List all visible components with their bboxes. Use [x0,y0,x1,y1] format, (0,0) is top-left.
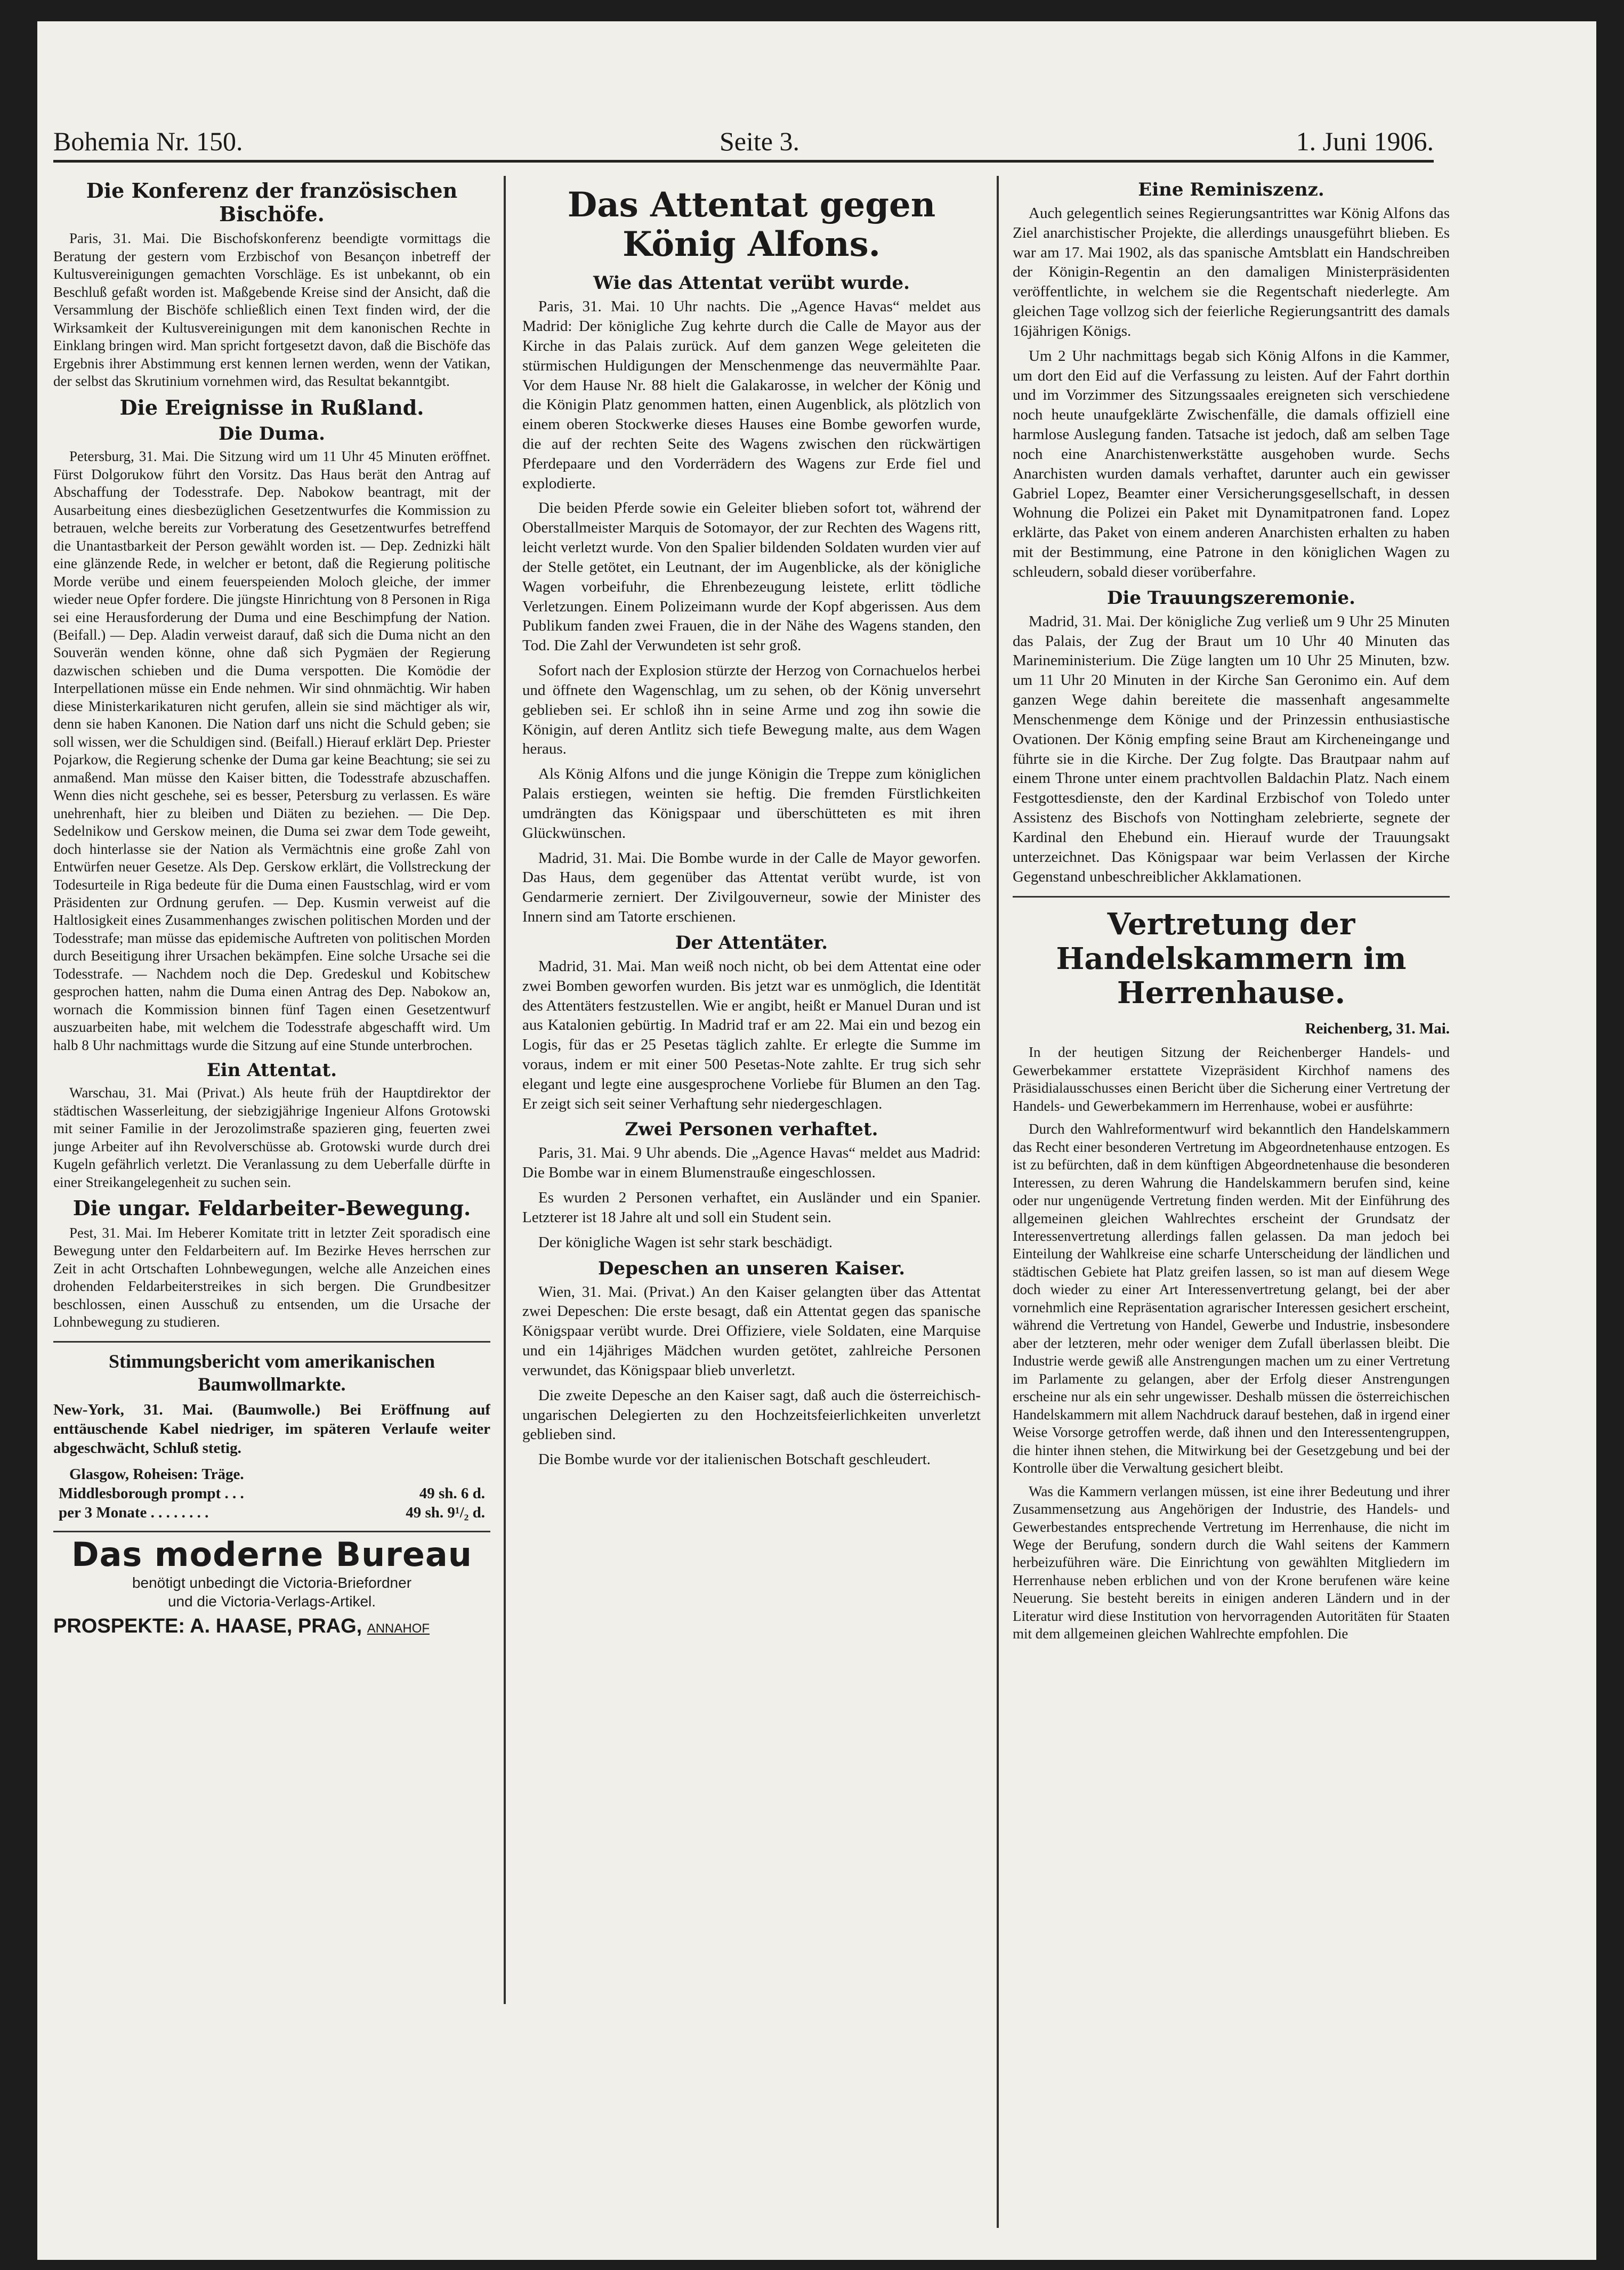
divider [1013,896,1450,898]
glasgow-line: Glasgow, Roheisen: Träge. [69,1465,244,1483]
newspaper-page [37,21,1596,2260]
subheadline-reminiszenz: Eine Reminiszenz. [1138,179,1324,200]
article-paragraph: Wien, 31. Mai. (Privat.) An den Kaiser gelangten über das Attentat zwei Depeschen: Die erste besagt, daß ein Attentat gegen das spanische Königspaar verübt wurde. Drei Offiziere, viele Soldaten, eine Marquise und ein 14jähriges Mädchen wurden getötet, zahlreiche Personen verwundet, das Königspaar blieb unverletzt. [522,1283,981,1379]
ad-contact [53,1615,490,1638]
headline-ungar-bewegung: Die ungar. Feldarbeiter-Bewegung. [72,1196,471,1221]
article-paragraph: Um 2 Uhr nachmittags begab sich König Alfons in die Kammer, um dort den Eid auf die Verfassung zu leisten. Auf der Fahrt dorthin und im Vorzimmer des Sitzungssaales ereigneten sich verschiedene noch heute unaufgeklärte Zwischenfälle, die damals offiziell eine harmlose Auslegung fanden. Tatsache ist jedoch, daß am selben Tage noch eine Anarchistenwerkstätte ausgehoben wurde. Sechs Anarchisten wurden damals verhaftet, darunter auch ein gewisser Gabriel Lopez, Beamter einer Versicherungsgesellschaft, in dessen Wohnung die Polizei ein Paket mit Dynamitpatronen fand. Lopez erklärte, das Paket von einem anderen Anarchisten erhalten zu haben mit der Bestimmung, eine Patrone in den königlichen Wagen zu schleudern, sobald dieser vorüberfahre. [1013,347,1450,580]
subheadline-duma: Die Duma. [219,423,325,445]
ad-text: und die Victoria-Verlags-Artikel. [167,1593,376,1610]
headline-handelskammern: Vertretung der Handelskammern im Herrenhause. [1056,907,1407,1011]
subheadline-verhaftet: Zwei Personen verhaftet. [625,1119,878,1141]
masthead-page-number: Seite 3. [720,126,799,156]
article-paragraph: Sofort nach der Explosion stürzte der Herzog von Cornachuelos herbei und öffnete den Wagenschlag, um zu sehen, ob der König unversehrt geblieben sei. Er schloß ihn in seine Arme und zog ihn sowie die Königin, auf deren Antlitz sich tiefe Bewegung malte, aus dem Wagen heraus. [522,662,981,758]
article-paragraph: Madrid, 31. Mai. Die Bombe wurde in der Calle de Mayor geworfen. Das Haus, dem gegenüber das Attentat verübt wurde, ist von Gendarmerie zerniert. Der Zivilgouverneur, sowie der Minister des Innern sind am Tatorte erschienen. [522,849,981,926]
ad-annahof: ANNAHOF [367,1621,430,1636]
article-paragraph: Als König Alfons und die junge Königin die Treppe zum königlichen Palais erstiegen, weinten sie heftig. Die fremden Fürstlichkeiten umdrängten das Königspaar und überschütteten es mit ihren Glückwünschen. [522,765,981,842]
price-label: per 3 Monate . . . . . . . . [59,1504,209,1522]
subheadline-trauung: Die Trauungszeremonie. [1107,587,1355,609]
headline-russland: Die Ereignisse in Rußland. [119,395,424,419]
headline-attentat-alfons: Das Attentat gegen König Alfons. [567,185,936,264]
price-row [53,1503,490,1522]
article-paragraph: Was die Kammern verlangen müssen, ist eine ihrer Bedeutung und ihrer Zusammensetzung aus Angehörigen der Industrie, des Handels- und Gewerbestandes entsprechende Vertretung im Herrenhause, die nicht im Wege der Berufung, sondern durch die Wahl seitens der Kammern herbeizuführen wäre. Die Einrichtung von gewählten Mitgliedern im Herrenhause neben erblichen und von der Krone berufenen wäre keine Neuerung. Sie besteht bereits in einigen anderen Ländern und in der Literatur wird diese Institution von hervorragenden Autoritäten für Staaten mit dem allgemeinen gleichen Wahlrechte empfohlen. Die [1013,1483,1450,1642]
article-paragraph: Paris, 31. Mai. 9 Uhr abends. Die „Agence Havas“ meldet aus Madrid: Die Bombe war in einem Blumenstrauße eingeschlossen. [522,1144,981,1182]
subheadline-attentat: Ein Attentat. [206,1060,337,1081]
article-attentat: Warschau, 31. Mai (Privat.) Als heute früh der Hauptdirektor der städtischen Wasserleitung, der siebzigjährige Ingenieur Alfons Grotowski mit seiner Familie in der Jerozolimstraße spazieren ging, feuerten zwei junge Arbeiter auf ihn Revolverschüsse ab. Grotowski wurde durch drei Kugeln gefährlich verletzt. Die Veranlassung zu dem Ueberfalle dürfte in einer Streikangelegenheit zu suchen sein. [53,1085,490,1190]
ad-prospekte: PROSPEKTE: A. HAASE, PRAG, [53,1614,362,1637]
article-paragraph: Die zweite Depesche an den Kaiser sagt, daß auch die österreichisch-ungarischen Delegierten zu den Hochzeitsfeierlichkeiten unverletzt geblieben sind. [522,1386,981,1443]
article-paragraph: Durch den Wahlreformentwurf wird bekanntlich den Handelskammern das Recht einer besonderen Vertretung im Abgeordnetenhause entzogen. Es ist zu befürchten, daß in dem künftigen Abgeordnetenhause die besonderen Interessen, zu deren Wahrung die Handelskammern berufen sind, keine oder nur ungenügende Vertretung finden werden. Mit der Einführung des allgemeinen gleichen Wahlrechtes erscheint der Grundsatz der Interessenvertretung allerdings fallen gelassen. Da man jedoch bei Einteilung der Wahlkreise eine scharfe Unterscheidung der ländlichen und städtischen Gebiete hat Platz greifen lassen, so ist man auf diesem Wege doch wieder zu einer Art Interessenvertretung gelangt, bei der aber vornehmlich eine Repräsentation agrarischer Interessen gesichert erscheint, während die Vertretung von Handel, Gewerbe und Industrie, insbesondere aber der letzteren, mehr oder weniger dem Zufall überlassen bleibt. Die Industrie werde gewiß alle Anstrengungen machen um zu einer Vertretung im Parlamente zu gelangen, aber der Erfolg dieser Anstrengungen erscheine nur als ein sehr ungewisser. Deshalb müssen die österreichischen Handelskammern mit allem Nachdruck darauf bestehen, daß in irgend einer Weise Vorsorge getroffen werde, daß ihnen und den Interessentengruppen, die hinter ihnen stehen, die Mitwirkung bei der Gesetzgebung und bei der Kontrolle über die Verwaltung gesichert bleibt. [1013,1121,1450,1476]
price-value: 49 sh. 6 d. [419,1484,485,1502]
masthead-date: 1. Juni 1906. [1296,126,1434,156]
masthead [53,123,1434,163]
article-paragraph: Madrid, 31. Mai. Man weiß noch nicht, ob bei dem Attentat eine oder zwei Bomben geworfen wurden. Bis jetzt war es unmöglich, die Identität des Attentäters festzustellen. Wie er angibt, heißt er Manuel Duran und ist aus Katalonien gebürtig. In Madrid traf er am 22. Mai ein und bezog ein Logis, für das er 25 Pesetas täglich zahlte. Er erlegte die Summe im voraus, indem er mit einer 500 Pesetas-Note zahlte. Er trug sich sehr elegant und legte eine ausgesprochene Vorliebe für Blumen an den Tag. Er zeigt sich seit seiner Verhaftung sehr niedergeschlagen. [522,957,981,1112]
article-paragraph: Die beiden Pferde sowie ein Geleiter blieben sofort tot, während der Oberstallmeister Marquis de Sotomayor, der zur Rechten des Wagens ritt, leicht verletzt wurde. Von den Spalier bildenden Soldaten wurden vier auf der Stelle getötet, ein Leutnant, der im Augenblicke, als der königliche Wagen vorbeifuhr, die Ehrenbezeugung leistete, erlitt tödliche Verletzungen. Einem Polizeimann wurde der Kopf abgerissen. Aus dem Publikum fanden zwei Frauen, die in der Nähe des Wagens standen, den Tod. Die Zahl der Verwundeten ist sehr groß. [522,499,981,655]
masthead-issue: Bohemia Nr. 150. [53,126,243,156]
article-paragraph: In der heutigen Sitzung der Reichenberger Handels- und Gewerbekammer erstattete Vizepräsident Kirchhof namens des Präsidialausschusses einen Bericht über die Sicherung einer Vertretung der Handels- und Gewerbekammern im Herrenhause, wobei er ausführte: [1013,1044,1450,1114]
price-row [53,1484,490,1503]
article-paragraph: Der königliche Wagen ist sehr stark beschädigt. [538,1233,833,1251]
article-konferenz: Paris, 31. Mai. Die Bischofskonferenz beendigte vormittags die Beratung der gestern vom Erzbischof von Besançon inbetreff der Kultusvereinigungen gemachten Vorschläge. Es ist unbekannt, ob ein Beschluß gefaßt worden ist. Maßgebende Kreise sind der Ansicht, daß die Versammlung der Bischöfe schließlich einen Text finden wird, der die Wirksamkeit der Kultusvereinigungen mit dem kanonischen Rechte in Einklang bringen wird. Man spricht fortgesetzt davon, daß die Bischöfe das Ergebnis ihrer Abstimmung erst kennen lernen werden, wenn der Vatikan, der selbst das Skrutinium vornehmen wird, das Resultat bekanntgibt. [53,230,490,390]
article-paragraph: Es wurden 2 Personen verhaftet, ein Ausländer und ein Spanier. Letzterer ist 18 Jahre alt und soll ein Student sein. [522,1189,981,1226]
ad-title: Das moderne Bureau [71,1535,472,1574]
subheadline-depeschen: Depeschen an unseren Kaiser. [597,1257,906,1279]
subheadline-wie: Wie das Attentat verübt wurde. [593,272,910,294]
article-paragraph: Madrid, 31. Mai. Der königliche Zug verließ um 9 Uhr 25 Minuten das Palais, der Zug der Braut um 10 Uhr 40 Minuten das Marineministerium. Die Züge langten um 10 Uhr 25 Minuten, bzw. um 11 Uhr 20 Minuten in der Kirche San Geronimo ein. Auf dem ganzen Wege dahin bereitete die massenhaft angesammelte Menschenmenge dem Könige und der Prinzessin enthusiastische Ovationen. Der König empfing seine Braut am Kircheneingange und führte sie in die Kirche. Der Zug folgte. Das Brautpaar nahm auf einem Throne unter einem prachtvollen Baldachin Platz. Nach einem Festgottesdienste, den der Kardinal Erzbischof von Toledo unter Assistenz des Bischofs von Nottingham zelebrierte, segnete der Kardinal den Ehebund ein. Hierauf wurde der Trauungsakt unterzeichnet. Das Königspaar war beim Verlassen der Kirche Gegenstand unbeschreiblicher Akklamationen. [1013,612,1450,885]
dateline: Reichenberg, 31. Mai. [1305,1020,1450,1037]
subheadline-attentaeter: Der Attentäter. [675,932,828,954]
article-duma: Petersburg, 31. Mai. Die Sitzung wird um 11 Uhr 45 Minuten eröffnet. Fürst Dolgorukow führt den Vorsitz. Das Haus berät den Antrag auf Abschaffung der Todesstrafe. Dep. Nabokow beantragt, mit der Ausarbeitung eines diesbezüglichen Gesetzentwurfes die Kommission zu betrauen, welche bereits zur Vorberatung des Gesetzentwurfes betreffend die Unantastbarkeit der Person gewählt worden ist. — Dep. Zednizki hält eine glänzende Rede, in welcher er betont, daß die Regierung politische Morde verübe und einem feuerspeienden Moloch gleiche, der immer wieder neue Opfer fordere. Die jüngste Hinrichtung von 8 Personen in Riga sei eine Herausforderung der Duma und eine Beschimpfung der Nation. (Beifall.) — Dep. Aladin verweist darauf, daß sich die Duma nicht an den Souverän wenden könne, ohne daß sich Pygmäen der Regierung dazwischen schieben und die Duma verspotten. Die Komödie der Interpellationen müsse ein Ende nehmen. Wir sind ohnmächtig. Wir haben diese Ministerkarikaturen nicht gerufen, allein sie sind mächtiger als wir, denn sie haben Kanonen. Die Nation darf uns nicht die Schuld geben; sie soll wissen, wer die Schuldigen sind. (Beifall.) Hierauf erklärt Dep. Priester Pojarkow, die Regierung schenke der Duma gar keine Beachtung; sie sei zu anmaßend. Man müsse den Kaiser bitten, die Todesstrafe abzuschaffen. Wenn dies nicht geschehe, sei es besser, Petersburg zu verlassen. Es wäre unehrenhaft, hier zu bleiben und Diäten zu beziehen. — Die Dep. Sedelnikow und Gerskow meinen, die Duma sei zwar dem Tode geweiht, doch hinterlasse sie der Nation als Vermächtnis eine große Zahl von Entwürfen neuer Gesetze. Als Dep. Gerskow erklärt, die Vollstreckung der Todesurteile in Riga bedeute für die Duma einen Faustschlag, wird er vom Präsidenten zur Ordnung gerufen. — Dep. Kusmin verweist auf die Haltlosigkeit eines Zusammenhanges zwischen politischen Morden und der Todesstrafe; man müsse das epidemische Auftreten von politischen Morden durch Beseitigung ihrer Ursachen bekämpfen. Eine solche Ursache sei die Todesstrafe. — Nachdem noch die Dep. Gredeskul und Kobitschew gesprochen hatten, nahm die Duma einen Antrag des Dep. Nabokow an, wornach die Kommission binnen fünf Tagen einen Gesetzentwurf auszuarbeiten habe, mit welchem die Todesstrafe abgeschafft wird. Um halb 8 Uhr nachmittags wurde die Sitzung auf eine Stunde unterbrochen. [53,448,490,1053]
article-paragraph: Die Bombe wurde vor der italienischen Botschaft geschleudert. [538,1451,931,1468]
divider [53,1341,490,1343]
column-middle [522,176,981,2228]
column-rule [504,176,506,2004]
column-left [53,176,490,2228]
price-label: Middlesborough prompt . . . [59,1484,244,1502]
article-paragraph: Auch gelegentlich seines Regierungsantrittes war König Alfons das Ziel anarchistischer Projekte, die allerdings unausgeführt blieben. Es war am 17. Mai 1902, als das spanische Amtsblatt ein Handschreiben der Königin-Regentin an den damaligen Ministerpräsidenten veröffentlichte, in welchem sie die Regentschaft niederlegte. Am gleichen Tage vollzog sich der feierliche Regierungsantritt des damals 16jährigen Königs. [1013,205,1450,340]
headline-konferenz: Die Konferenz der französischen Bischöfe. [86,179,458,226]
article-ungar-bewegung: Pest, 31. Mai. Im Heberer Komitate tritt in letzter Zeit sporadisch eine Bewegung unter den Feldarbeitern auf. Im Bezirke Heves herrschen zur Zeit in acht Ortschaften Lohnbewegungen, welche alle Anzeichen eines drohenden Feldarbeiterstreikes in sich bergen. Die Grundbesitzer beschlossen, einen Ausschuß zu entsenden, um die Ursache der Lohnbewegung zu studieren. [53,1224,490,1330]
headline-baumwollmarkt: Stimmungsbericht vom amerikanischen Baumwollmarkte. [109,1350,435,1395]
column-rule [997,176,999,2228]
advertisement [53,1531,490,1637]
price-value: 49 sh. 9¹/₂ d. [406,1504,485,1522]
article-baumwollmarkt: New-York, 31. Mai. (Baumwolle.) Bei Eröffnung auf enttäuschende Kabel niedriger, im späteren Verlaufe weiter abgeschwächt, Schluß stetig. [53,1401,490,1457]
article-paragraph: Paris, 31. Mai. 10 Uhr nachts. Die „Agence Havas“ meldet aus Madrid: Der königliche Zug kehrte durch die Calle de Mayor aus der Kirche in das Palais zurück. Auf dem ganzen Wege geleiteten die stürmischen Huldigungen der Menschenmenge das neuvermählte Paar. Vor dem Hause Nr. 88 hielt die Galakarosse, in welcher der König und die Königin Platz genommen hatten, einen Augenblick, als plötzlich von einem oberen Stockwerke dieses Hauses eine Bombe geworfen wurde, die auf der rechten Seite des Wagens zwischen den rückwärtigen Pferdepaare und den Vorderrädern des Wagens zur Erde fiel und explodierte. [522,298,981,492]
column-right [1013,176,1450,2228]
ad-text: benötigt unbedingt die Victoria-Briefordner [132,1574,412,1591]
